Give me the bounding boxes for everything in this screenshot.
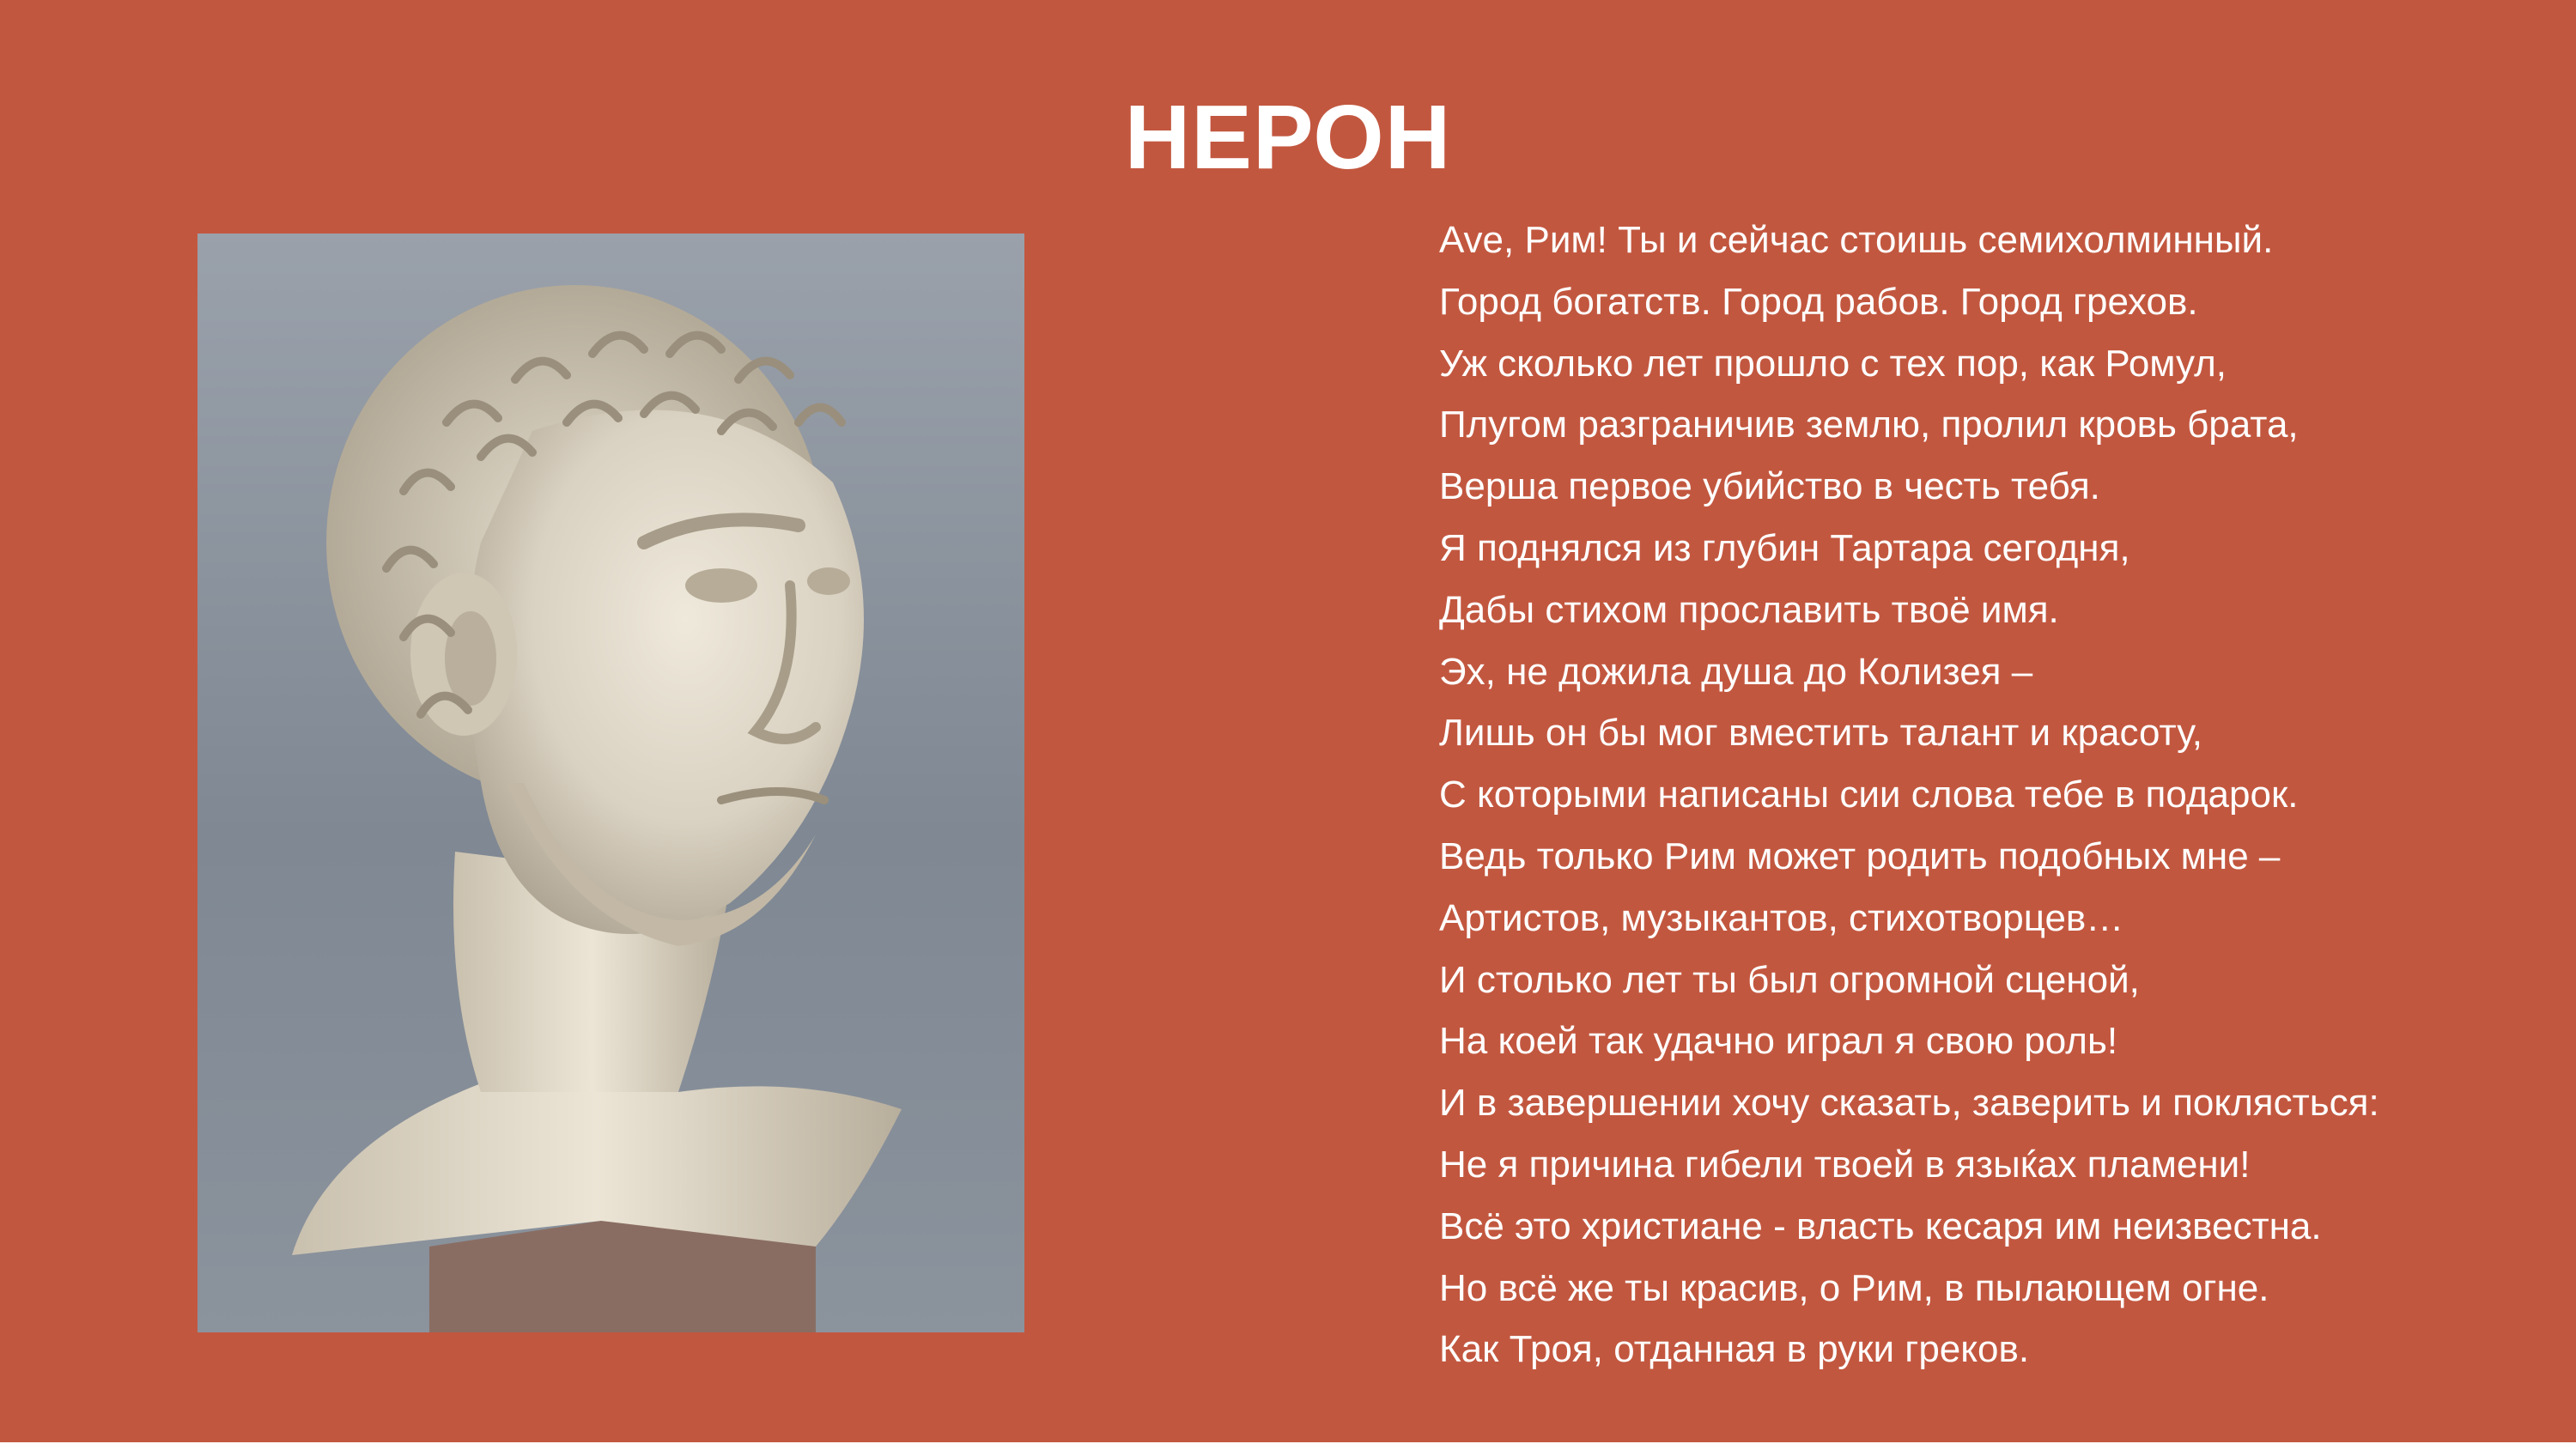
bottom-strip <box>0 1442 2576 1450</box>
poem-line: Верша первое убийство в честь тебя. <box>1439 465 2100 508</box>
poem-line: С которыми написаны сии слова тебе в подарок. <box>1439 774 2299 816</box>
poem-line: И столько лет ты был огромной сценой, <box>1439 958 2140 1001</box>
poem-line: Всё это христиане - власть кесаря им неизвестна. <box>1439 1204 2322 1247</box>
nero-bust-photo <box>197 234 1024 1332</box>
poem-line: Я поднялся из глубин Тартара сегодня, <box>1439 526 2130 569</box>
poem-line: Ведь только Рим может родить подобных мне – <box>1439 834 2281 877</box>
poem-line: Дабы стихом прославить твоё имя. <box>1439 588 2059 631</box>
poem-line: И в завершении хочу сказать, заверить и поклясться: <box>1439 1082 2379 1125</box>
poem-line: Но всё же ты красив, о Рим, в пылающем огне. <box>1439 1266 2269 1309</box>
poem-line: Ave, Рим! Ты и сейчас стоишь семихолминный. <box>1439 219 2274 261</box>
poem-line: Плугом разграничив землю, пролил кровь брата, <box>1439 403 2299 446</box>
poem-line: На коей так удачно играл я свою роль! <box>1439 1020 2118 1063</box>
poem-line: Артистов, музыкантов, стихотворцев… <box>1439 896 2124 939</box>
slide-title: НЕРОН <box>1124 87 1452 188</box>
poem-line: Уж сколько лет прошло с тех пор, как Ромул, <box>1439 342 2227 385</box>
bust-illustration <box>197 234 1024 1332</box>
poem-text <box>1439 209 2555 1380</box>
poem-line: Эх, не дожила душа до Колизея – <box>1439 650 2033 693</box>
poem-line: Лишь он бы мог вместить талант и красоту, <box>1439 712 2202 755</box>
poem-line: Как Троя, отданная в руки греков. <box>1439 1328 2030 1371</box>
poem-line: Не я причина гибели твоей в языќах пламени! <box>1439 1143 2251 1186</box>
poem-line: Город богатств. Город рабов. Город грехов. <box>1439 280 2198 323</box>
